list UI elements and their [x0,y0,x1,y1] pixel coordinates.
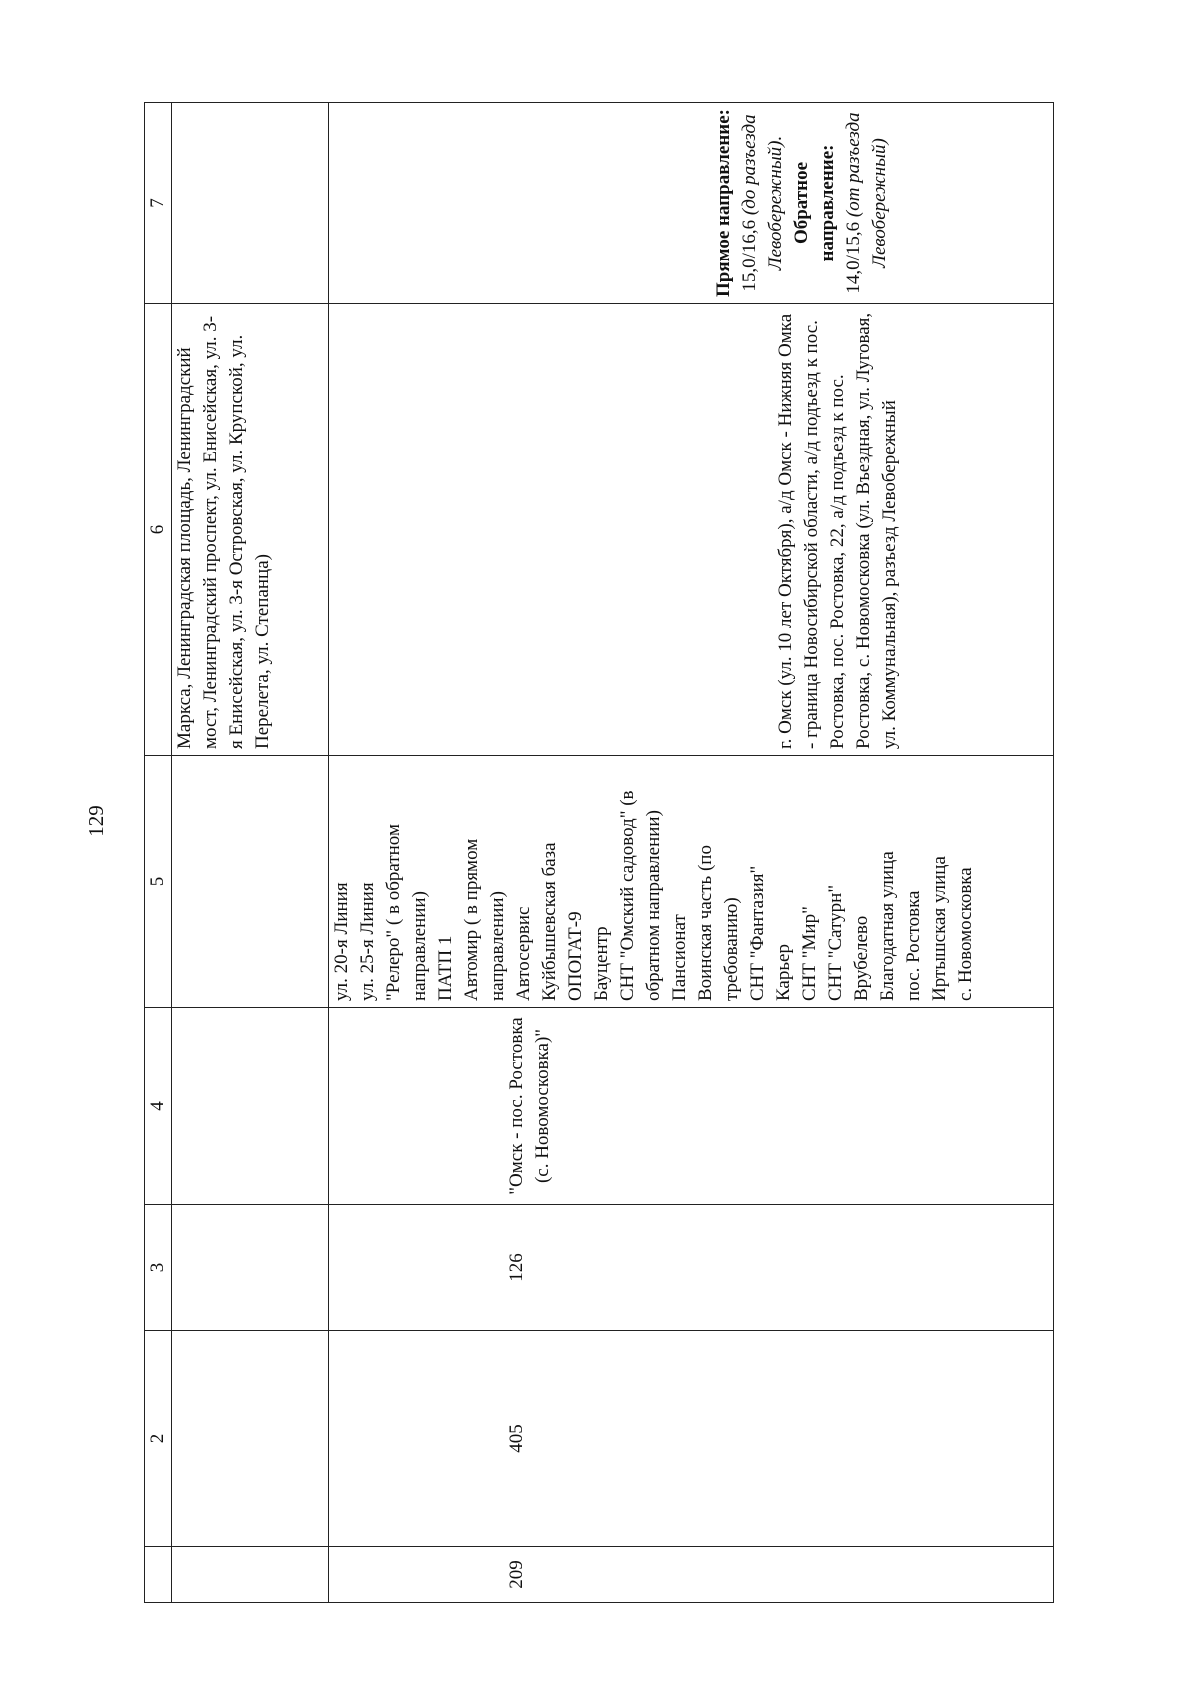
header-cell-4: 4 [145,1008,172,1205]
header-cell-3: 3 [145,1205,172,1331]
cell-empty [172,756,329,1008]
list-item: Куйбышевская база [539,842,560,1001]
stops-list [329,760,979,1003]
list-item: ОПОГАТ-9 [565,911,586,1001]
cell-empty [172,1205,329,1331]
backward-direction-label: Обратное направление: [791,144,838,262]
header-cell-7: 7 [145,103,172,304]
header-cell-6: 6 [145,304,172,756]
table-row-209 [329,103,1054,1603]
list-item: СНТ "Фантазия" [747,865,768,1001]
list-item: Пансионат [669,914,690,1001]
route-path-continued: Маркса, Ленинградская площадь, Ленинградский мост, Ленинградский проспект, ул. Енисейская, ул. 3-я Енисейская, ул. 3-я Островская, ул. Крупской, ул. Перелета, ул. Степанца) [172,304,329,756]
routes-table [144,102,1054,1603]
list-item: Благодатная улица [877,851,898,1001]
list-item: ПАТП 1 [435,935,456,1001]
list-item: Бауцентр [591,926,612,1001]
list-item: Воинская часть (по требованию) [695,845,742,1001]
list-item: ул. 20-я Линия [331,882,352,1001]
list-item: СНТ "Омский садовод" (в обратном направлении) [617,790,664,1001]
list-item: ул. 25-я Линия [357,882,378,1001]
list-item: пос. Ростовка [903,890,924,1001]
list-item: СНТ "Мир" [799,906,820,1001]
table-header-row [145,103,172,1603]
rotated-table-wrapper [144,103,1054,1603]
header-cell-1 [145,1547,172,1603]
route-path: г. Омск (ул. 10 лет Октября), а/д Омск - Нижняя Омка - граница Новосибирской области, а/д подъезд к пос. Ростовка, пос. Ростовка, 22, а/д подъезд к пос. Ростовка, с. Новомосковка (ул. Въездная, ул. Луговая, ул. Коммунальная), разъезд Левобережный [329,304,1054,756]
route-name: "Омск - пос. Ростовка (с. Новомосковка)" [329,1008,1054,1205]
route-length-cell [329,103,1054,304]
backward-direction-note: (от разъезда Левобережный) [843,112,890,268]
cell-empty [172,1008,329,1205]
cell-empty [172,103,329,304]
header-cell-5: 5 [145,756,172,1008]
registration-number: 405 [329,1331,1054,1547]
list-item: Автомир ( в прямом направлении) [461,838,508,1001]
cell-empty [172,1547,329,1603]
header-cell-2: 2 [145,1331,172,1547]
list-item: "Релеро" ( в обратном направлении) [383,824,430,1001]
table-row-continued [172,103,329,1603]
backward-direction-value: 14,0/15,6 [843,221,864,294]
list-item: Автосервис [513,906,534,1001]
list-item: Карьер [773,944,794,1001]
list-item: с. Новомосковка [955,867,976,1001]
list-item: СНТ "Сатурн" [825,884,846,1001]
row-number: 209 [329,1547,1054,1603]
route-number: 126 [329,1205,1054,1331]
stops-cell [329,756,1054,1008]
list-item: Врубелево [851,915,872,1001]
forward-direction-value: 15,0/16,6 [739,219,760,292]
forward-direction-label: Прямое направление: [713,109,734,297]
cell-empty [172,1331,329,1547]
forward-direction-note: (до разъезда Левобережный). [739,114,786,271]
list-item: Иртышская улица [929,856,950,1001]
page-number: 129 [84,805,108,837]
